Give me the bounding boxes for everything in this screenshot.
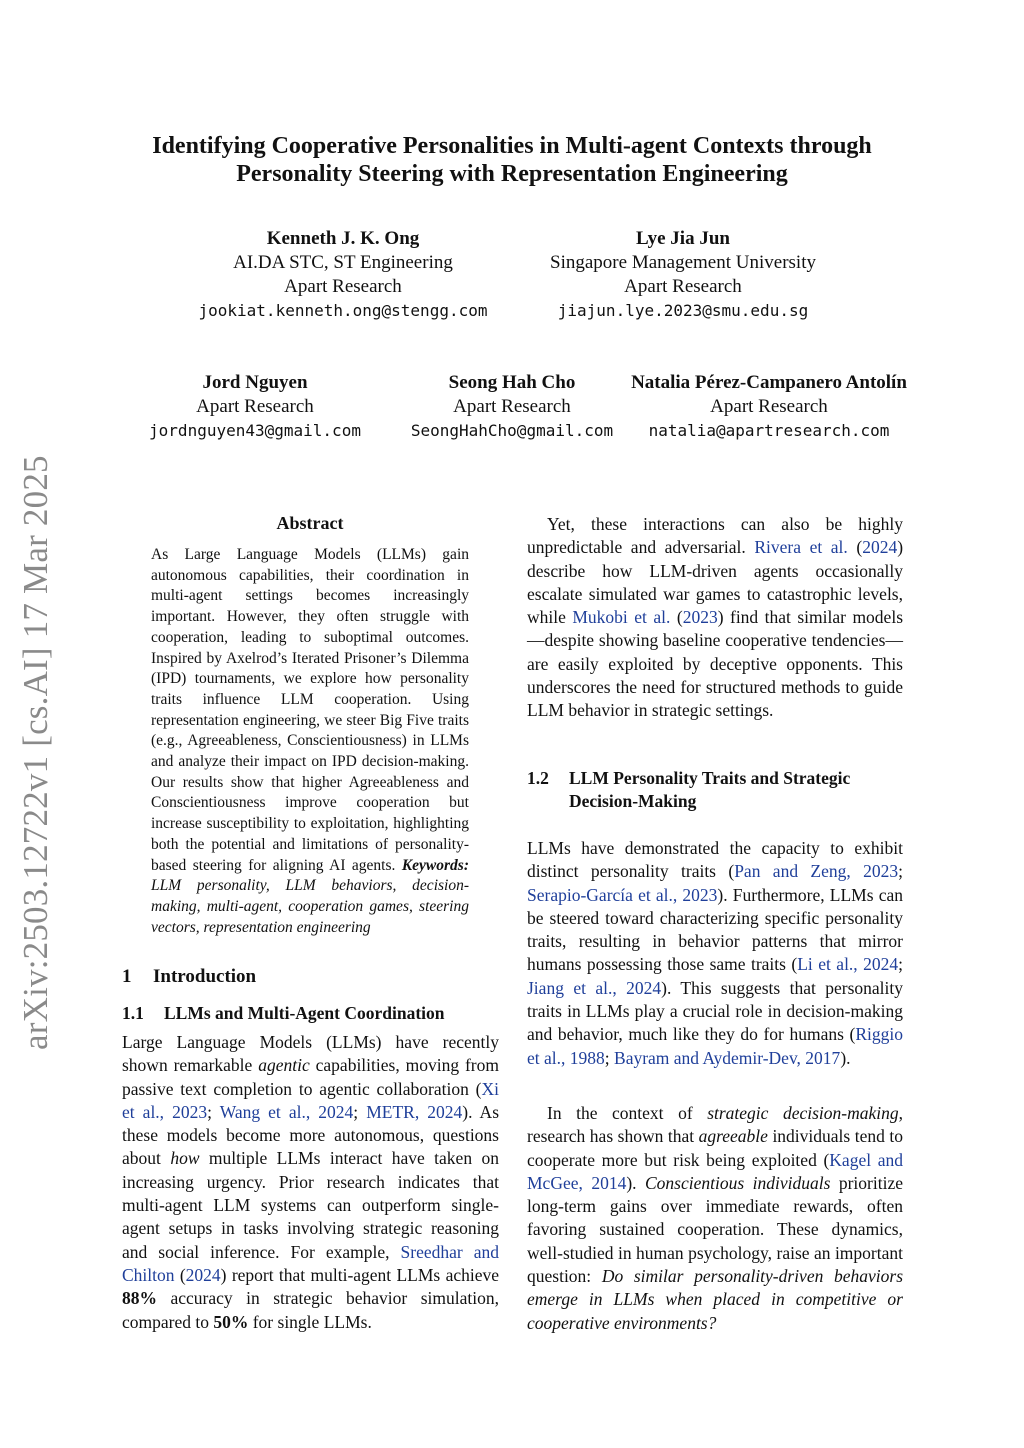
citation-link[interactable]: 2024 [862, 537, 898, 558]
author-block [135, 371, 375, 443]
author-block [392, 371, 632, 443]
abstract-body [151, 545, 469, 938]
subsection-heading-1-1 [122, 1002, 445, 1025]
author-affiliation: Apart Research [453, 396, 571, 417]
abstract-heading: Abstract [276, 513, 344, 533]
citation-link[interactable]: Serapio-García et al., 2023 [527, 884, 718, 905]
section-heading-introduction [122, 966, 256, 988]
author-name: Kenneth J. K. Ong [266, 228, 420, 249]
author-affiliation: Apart Research [710, 396, 828, 417]
subsection-number: 1.1 [122, 1003, 144, 1023]
subsection-title: LLMs and Multi-Agent Coordination [164, 1003, 445, 1023]
title-line-1: Identifying Cooperative Personalities in Multi-agent Contexts through [152, 133, 872, 159]
author-name: Seong Hah Cho [448, 372, 576, 393]
subsection-number: 1.2 [527, 768, 549, 788]
citation-link[interactable]: Xi et al., 2023 [122, 1078, 499, 1122]
author-email[interactable]: SeongHahCho@gmail.com [410, 421, 614, 440]
author-affiliation: Singapore Management University [550, 252, 816, 273]
context-paragraph: In the context of strategic decision-making, research has shown that agreeable individuals tend to cooperate more but risk being exploited (Kagel and McGee, 2014). Conscientious individuals prioritize long-term gains over immediate rewards, often favoring sustained cooperation. These dynamics, well-studied in human psychology, raise an important question: Do similar personality-driven behaviors emerge in LLMs when placed in competitive or cooperative environments? [527, 1103, 904, 1333]
citation-link[interactable]: Pan and Zeng, 2023 [734, 861, 899, 882]
citation-link[interactable]: Bayram and Aydemir-Dev, 2017 [614, 1047, 841, 1068]
author-affiliation: AI.DA STC, ST Engineering [233, 252, 453, 273]
yet-paragraph: Yet, these interactions can also be highly unpredictable and adversarial. Rivera et al. (2024) describe how LLM-driven agents occasionally escalate simulated war games to catastrophic levels, while Mukobi et al. (2023) find that similar models—despite showing baseline cooperative tendencies—are easily exploited by deceptive opponents. This underscores the need for structured methods to guide LLM behavior in strategic settings. [527, 514, 904, 721]
citation-link[interactable]: Riggio et al., 1988 [527, 1024, 903, 1068]
citation-link[interactable]: Li et al., 2024 [797, 954, 899, 975]
traits-paragraph: LLMs have demonstrated the capacity to exhibit distinct personality traits (Pan and Zeng, 2023; Serapio-García et al., 2023). Furthermore, LLMs can be steered toward characterizing specific personality traits, resulting in behavior patterns that mirror humans possessing those same traits (Li et al., 2024; Jiang et al., 2024). This suggests that personality traits in LLMs play a crucial role in decision-making and behavior, much like they do for humans (Riggio et al., 1988; Bayram and Aydemir-Dev, 2017). [527, 838, 903, 1068]
author-email[interactable]: jiajun.lye.2023@smu.edu.sg [557, 301, 809, 320]
keywords-list: LLM personality, LLM behaviors, decision-making, multi-agent, cooperation games, steering vectors, representation engineering [151, 877, 469, 936]
citation-link[interactable]: METR, 2024 [366, 1101, 463, 1122]
author-affiliation: Apart Research [624, 276, 742, 297]
citation-link[interactable]: Rivera et al. [754, 537, 848, 558]
author-name: Natalia Pérez-Campanero Antolín [631, 372, 907, 393]
author-affiliation: Apart Research [284, 276, 402, 297]
intro-paragraph: Large Language Models (LLMs) have recently shown remarkable agentic capabilities, moving from passive text completion to agentic collaboration (Xi et al., 2023; Wang et al., 2024; METR, 2024). As these models become more autonomous, questions about how multiple LLMs interact have taken on increasing urgency. Prior research indicates that multi-agent LLM systems can outperform single-agent setups in tasks involving strategic reasoning and social inference. For example, Sreedhar and Chilton (2024) report that multi-agent LLMs achieve 88% accuracy in strategic behavior simulation, compared to 50% for single LLMs. [122, 1032, 500, 1332]
arxiv-sidebar-id: arXiv:2503.12722v1 [cs.AI] 17 Mar 2025 [16, 455, 55, 1050]
abstract-text: As Large Language Models (LLMs) gain autonomous capabilities, their coordination in multi-agent settings becomes increasingly important. However, they often struggle with cooperation, leading to suboptimal outcomes. Inspired by Axelrod’s Iterated Prisoner’s Dilemma (IPD) tournaments, we explore how personality traits influence LLM cooperation. Using representation engineering, we steer Big Five traits (e.g., Agreeableness, Conscientiousness) in LLMs and analyze their impact on IPD decision-making. Our results show that higher Agreeableness and Conscientiousness improve cooperation but increase susceptibility to exploitation, highlighting both the potential and limitations of personality-based steering for aligning AI agents. [151, 546, 469, 874]
section-number: 1 [122, 966, 132, 987]
author-email[interactable]: jookiat.kenneth.ong@stengg.com [198, 301, 488, 320]
citation-link[interactable]: Sreedhar and Chilton [122, 1241, 499, 1285]
keywords-label: Keywords: [401, 856, 469, 874]
author-block [523, 227, 843, 323]
section-title: Introduction [153, 966, 257, 987]
citation-link[interactable]: 2024 [185, 1264, 221, 1285]
author-name: Jord Nguyen [202, 372, 308, 393]
subsection-heading-1-2 [527, 767, 903, 813]
author-block [612, 371, 926, 443]
paper-title [100, 132, 924, 188]
subsection-title: LLM Personality Traits and Strategic Decision-Making [569, 768, 851, 811]
author-block [183, 227, 503, 323]
author-affiliation: Apart Research [196, 396, 314, 417]
citation-link[interactable]: Mukobi et al. [572, 607, 671, 628]
citation-link[interactable]: Wang et al., 2024 [219, 1101, 354, 1122]
author-email[interactable]: natalia@apartresearch.com [648, 421, 890, 440]
citation-link[interactable]: Jiang et al., 2024 [527, 977, 662, 998]
author-email[interactable]: jordnguyen43@gmail.com [149, 421, 361, 440]
citation-link[interactable]: 2023 [682, 607, 718, 628]
title-line-2: Personality Steering with Representation Engineering [236, 161, 788, 187]
author-name: Lye Jia Jun [636, 228, 730, 249]
citation-link[interactable]: Kagel and McGee, 2014 [527, 1149, 903, 1193]
